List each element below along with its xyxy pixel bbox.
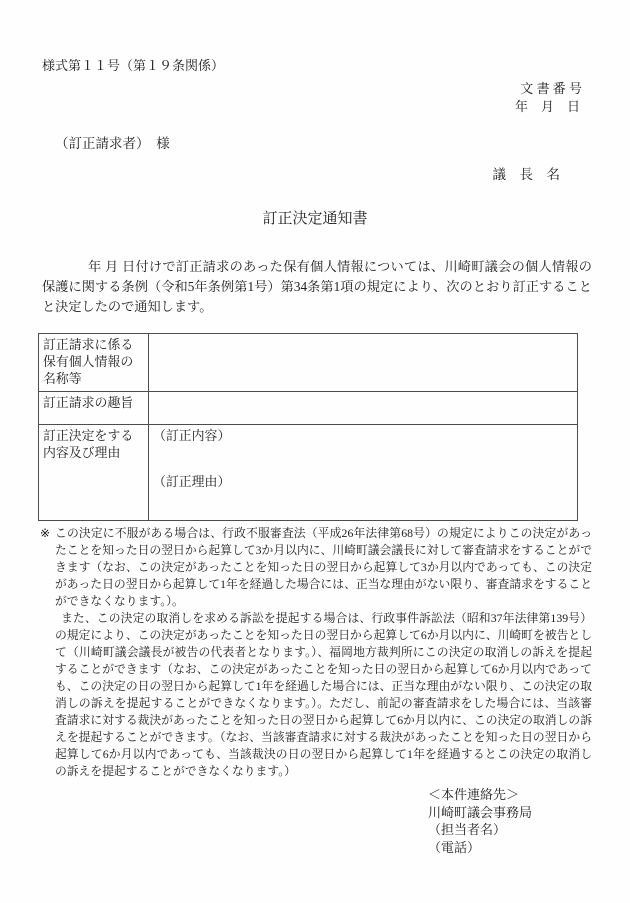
row-value-request-gist — [149, 392, 578, 425]
issuer-name: 議 長 名 — [492, 167, 560, 182]
form-number: 様式第１１号（第１９条関係） — [42, 58, 225, 73]
correction-reason-label: （訂正理由） — [153, 475, 231, 489]
date-label: 年 月 日 — [514, 99, 580, 114]
decision-table — [38, 333, 578, 521]
body-paragraph: 年 月 日付けで訂正請求のあった保有個人情報については、川崎町議会の個人情報の保護に関する条例（令和5年条例第1号）第34条第1項の規定により、次のとおり訂正することと決定したので通知します。 — [42, 259, 592, 314]
row-label-decision-content: 訂正決定をする内容及び理由 — [39, 425, 149, 521]
cell-spacer — [153, 445, 573, 474]
addressee: （訂正請求者） 様 — [55, 136, 170, 151]
table-row-request-gist — [39, 392, 578, 425]
table-row-decision-content — [39, 425, 578, 521]
appeal-note — [40, 525, 592, 780]
contact-heading: ＜本件連絡先＞ — [428, 787, 520, 802]
note-paragraph-appeal — [40, 525, 592, 610]
row-label-request-gist: 訂正請求の趣旨 — [39, 392, 149, 425]
note-paragraph-appeal-text: この決定に不服がある場合は、行政不服審査法（平成26年法律第68号）の規定によりこの決定があったことを知った日の翌日から起算して3か月以内に、川崎町議会議長に対して審査請求をすることができます（なお、この決定があったことを知った日の翌日から起算して3か月以内であっても、この決定があった日の翌日から起算して1年を経過した場合には、正当な理由がない限り、審査請求をすることができなくなります。）。 — [55, 526, 592, 608]
note-paragraph-lawsuit: また、この決定の取消しを求める訴訟を提起する場合は、行政事件訴訟法（昭和37年法律第139号）の規定により、この決定があったことを知った日の翌日から起算して6か月以内に、川崎町を被告として（川崎町議会議長が被告の代表者となります。）、福岡地方裁判所にこの決定の取消しの訴えを提起することができます（なお、この決定があったことを知った日の翌日から起算して6か月以内であっても、この決定の日の翌日から起算して1年を経過した場合には、正当な理由がない限り、この決定の取消しの訴えを提起することができなくなります。）。ただし、前記の審査請求をした場合には、当該審査請求に対する裁決があったことを知った日の翌日から起算して6か月以内に、この決定の取消しの訴えを提起することができます。（なお、当該審査請求に対する裁決があったことを知った日の翌日から起算して6か月以内であっても、当該裁決の日の翌日から起算して1年を経過するとこの決定の取消しの訴えを提起することができなくなります。） — [55, 611, 592, 778]
correction-content-label: （訂正内容） — [153, 429, 231, 443]
contact-office: 川崎町議会事務局 — [428, 804, 533, 820]
row-value-decision-content — [149, 425, 578, 521]
page-title: 訂正決定通知書 — [262, 211, 368, 227]
document-number-label: 文 書 番 号 — [520, 81, 582, 96]
row-label-information-name: 訂正請求に係る保有個人情報の名称等 — [39, 334, 149, 392]
note-marker: ※ — [40, 526, 51, 540]
contact-phone: （電話） — [428, 839, 481, 855]
table-row-information-name — [39, 334, 578, 392]
contact-block — [428, 786, 592, 856]
row-value-information-name — [149, 334, 578, 392]
contact-person: （担当者名） — [428, 822, 507, 837]
